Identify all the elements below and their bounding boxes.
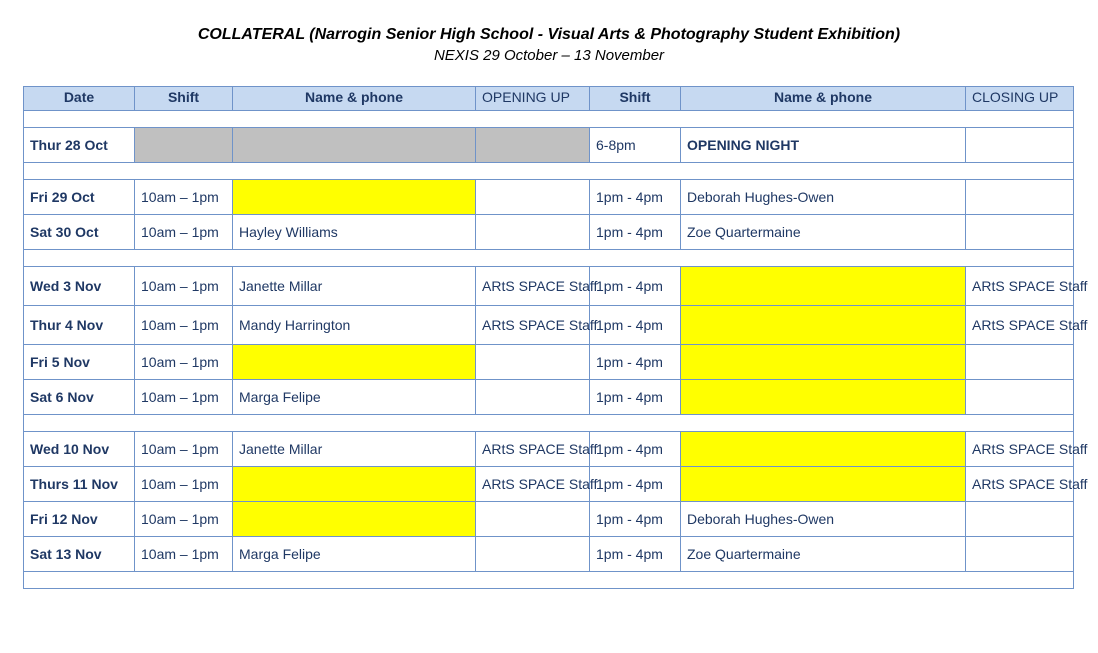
table-row: [24, 306, 1074, 345]
volunteer-roster-table: [23, 86, 1088, 589]
name-cell: Hayley Williams: [233, 215, 476, 250]
name-cell: Marga Felipe: [233, 537, 476, 572]
shift-cell: 6-8pm: [590, 128, 681, 163]
closing-cell: [966, 537, 1074, 572]
opening-cell: [476, 180, 590, 215]
opening-cell: ARtS SPACE Staff: [476, 306, 590, 345]
shift-cell: 1pm - 4pm: [590, 467, 681, 502]
name-cell: Zoe Quartermaine: [681, 215, 966, 250]
vacant-name-cell[interactable]: [233, 180, 476, 215]
table-row: [24, 502, 1074, 537]
opening-cell: [476, 380, 590, 415]
document-title: COLLATERAL (Narrogin Senior High School - Visual Arts & Photography Student Exhibition): [197, 26, 901, 43]
date-cell: Sat 6 Nov: [24, 380, 135, 415]
spacer-row: [24, 250, 1074, 267]
header-name-morning: Name & phone: [233, 87, 476, 111]
document-subtitle: NEXIS 29 October – 13 November: [433, 47, 665, 64]
shift-cell: 10am – 1pm: [135, 215, 233, 250]
vacant-name-cell[interactable]: [681, 306, 966, 345]
spacer-row: [24, 163, 1074, 180]
name-cell: Janette Millar: [233, 267, 476, 306]
opening-cell: [476, 345, 590, 380]
closing-cell: [966, 128, 1074, 163]
opening-cell: [476, 537, 590, 572]
shift-cell: 10am – 1pm: [135, 180, 233, 215]
header-shift-afternoon: Shift: [590, 87, 681, 111]
blocked-cell: [233, 128, 476, 163]
shift-cell: 10am – 1pm: [135, 537, 233, 572]
closing-cell: ARtS SPACE Staff: [966, 467, 1074, 502]
shift-cell: 1pm - 4pm: [590, 502, 681, 537]
opening-cell: [476, 502, 590, 537]
name-cell: Marga Felipe: [233, 380, 476, 415]
blocked-cell: [135, 128, 233, 163]
spacer-row: [24, 572, 1074, 589]
shift-cell: 1pm - 4pm: [590, 345, 681, 380]
name-cell: Deborah Hughes-Owen: [681, 502, 966, 537]
table-row: [24, 537, 1074, 572]
shift-cell: 10am – 1pm: [135, 345, 233, 380]
shift-cell: 1pm - 4pm: [590, 537, 681, 572]
shift-cell: 1pm - 4pm: [590, 215, 681, 250]
opening-cell: ARtS SPACE Staff: [476, 432, 590, 467]
shift-cell: 1pm - 4pm: [590, 267, 681, 306]
header-row: [24, 87, 1074, 111]
vacant-name-cell[interactable]: [233, 345, 476, 380]
vacant-name-cell[interactable]: [233, 467, 476, 502]
vacant-name-cell[interactable]: [681, 380, 966, 415]
closing-cell: [966, 215, 1074, 250]
closing-cell: ARtS SPACE Staff: [966, 432, 1074, 467]
shift-cell: 10am – 1pm: [135, 502, 233, 537]
shift-cell: 1pm - 4pm: [590, 306, 681, 345]
shift-cell: 10am – 1pm: [135, 267, 233, 306]
closing-cell: [966, 502, 1074, 537]
shift-cell: 10am – 1pm: [135, 380, 233, 415]
header-opening-up: OPENING UP: [476, 87, 590, 111]
header-shift-morning: Shift: [135, 87, 233, 111]
vacant-name-cell[interactable]: [681, 345, 966, 380]
table-row: [24, 467, 1074, 502]
date-cell: Thur 28 Oct: [24, 128, 135, 163]
table-row: [24, 215, 1074, 250]
date-cell: Wed 10 Nov: [24, 432, 135, 467]
date-cell: Fri 5 Nov: [24, 345, 135, 380]
opening-night-label: OPENING NIGHT: [681, 128, 966, 163]
shift-cell: 10am – 1pm: [135, 467, 233, 502]
blocked-cell: [476, 128, 590, 163]
vacant-name-cell[interactable]: [681, 267, 966, 306]
date-cell: Sat 13 Nov: [24, 537, 135, 572]
header-closing-up: CLOSING UP: [966, 87, 1074, 111]
opening-cell: ARtS SPACE Staff: [476, 267, 590, 306]
opening-night-row: [24, 128, 1074, 163]
header-name-afternoon: Name & phone: [681, 87, 966, 111]
opening-cell: ARtS SPACE Staff: [476, 467, 590, 502]
date-cell: Thurs 11 Nov: [24, 467, 135, 502]
shift-cell: 1pm - 4pm: [590, 180, 681, 215]
shift-cell: 10am – 1pm: [135, 432, 233, 467]
closing-cell: [966, 180, 1074, 215]
vacant-name-cell[interactable]: [681, 467, 966, 502]
table-row: [24, 432, 1074, 467]
table-row: [24, 180, 1074, 215]
shift-cell: 1pm - 4pm: [590, 380, 681, 415]
closing-cell: ARtS SPACE Staff: [966, 306, 1074, 345]
date-cell: Sat 30 Oct: [24, 215, 135, 250]
spacer-row: [24, 415, 1074, 432]
shift-cell: 10am – 1pm: [135, 306, 233, 345]
table-row: [24, 267, 1074, 306]
vacant-name-cell[interactable]: [681, 432, 966, 467]
name-cell: Deborah Hughes-Owen: [681, 180, 966, 215]
spacer-row: [24, 111, 1074, 128]
date-cell: Fri 12 Nov: [24, 502, 135, 537]
opening-cell: [476, 215, 590, 250]
closing-cell: ARtS SPACE Staff: [966, 267, 1074, 306]
date-cell: Fri 29 Oct: [24, 180, 135, 215]
closing-cell: [966, 345, 1074, 380]
name-cell: Zoe Quartermaine: [681, 537, 966, 572]
date-cell: Thur 4 Nov: [24, 306, 135, 345]
name-cell: Janette Millar: [233, 432, 476, 467]
date-cell: Wed 3 Nov: [24, 267, 135, 306]
shift-cell: 1pm - 4pm: [590, 432, 681, 467]
table-row: [24, 380, 1074, 415]
closing-cell: [966, 380, 1074, 415]
name-cell: Mandy Harrington: [233, 306, 476, 345]
vacant-name-cell[interactable]: [233, 502, 476, 537]
table-row: [24, 345, 1074, 380]
header-date: Date: [24, 87, 135, 111]
